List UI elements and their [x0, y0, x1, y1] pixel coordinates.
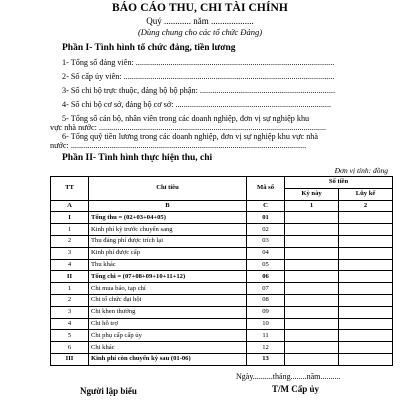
- index-cell: A: [51, 200, 89, 212]
- part2-heading: Phần II- Tình hình thực hiện thu, chi: [62, 153, 213, 163]
- row-luy-ke-cell: [339, 247, 393, 259]
- col-header-kynay: Kỳ này: [285, 188, 339, 200]
- row-code: 01: [247, 212, 285, 224]
- table-row: [51, 330, 393, 342]
- col-header-chitieu: Chỉ tiêu: [89, 177, 247, 201]
- row-ky-nay-cell: [285, 283, 339, 295]
- index-cell: C: [247, 200, 285, 212]
- row-code: 02: [247, 224, 285, 236]
- row-tt: 1: [51, 283, 89, 295]
- row-ky-nay-cell: [285, 306, 339, 318]
- preparer-signature-label: Người lập biểu: [80, 386, 137, 396]
- row-tt: 5: [51, 330, 89, 342]
- row-code: 03: [247, 235, 285, 247]
- row-label: Kinh phí còn chuyển kỳ sau (01-06): [89, 353, 247, 365]
- part1-line: 3- Số chi bộ trực thuộc, đảng bộ bộ phận: ..................................................................: [62, 86, 336, 95]
- row-ky-nay-cell: [285, 353, 339, 365]
- date-line: Ngày..........tháng........năm..........: [236, 372, 341, 381]
- part1-line: nước: ...................................................................................................................: [50, 141, 307, 150]
- row-tt: 3: [51, 247, 89, 259]
- table-row: [51, 283, 393, 295]
- table-row: [51, 294, 393, 306]
- row-luy-ke-cell: [339, 294, 393, 306]
- report-period: Quý ............ năm ...................: [146, 16, 254, 26]
- row-code: 08: [247, 294, 285, 306]
- row-tt: 3: [51, 306, 89, 318]
- table-row: [51, 318, 393, 330]
- row-label: Chi mua báo, tạp chí: [89, 283, 247, 295]
- table-row: [51, 271, 393, 283]
- report-title: BÁO CÁO THU, CHI TÀI CHÍNH: [112, 2, 288, 14]
- part1-heading: Phần I- Tình hình tổ chức đảng, tiền lương: [62, 43, 236, 53]
- finance-table: [50, 176, 393, 366]
- row-tt: II: [51, 271, 89, 283]
- row-label: Chi khen thưởng: [89, 306, 247, 318]
- index-cell: B: [89, 200, 247, 212]
- col-header-maso: Mã số: [247, 177, 285, 201]
- row-code: 07: [247, 283, 285, 295]
- row-ky-nay-cell: [285, 224, 339, 236]
- unit-label: Đơn vị tính: đồng: [334, 166, 388, 175]
- table-row: [51, 247, 393, 259]
- row-label: Chi khác: [89, 342, 247, 354]
- part1-line: 5- Tổng số cán bộ, nhân viên trong các doanh nghiệp, đơn vị sự nghiệp khu: [62, 114, 310, 123]
- committee-signature-label: T/M Cấp ủy: [272, 384, 320, 394]
- part1-line: 2- Số cấp ủy viên: .......................................................................................................: [62, 72, 335, 81]
- row-tt: 4: [51, 259, 89, 271]
- row-ky-nay-cell: [285, 259, 339, 271]
- table-row: [51, 224, 393, 236]
- row-label: Kinh phí kỳ trước chuyển sang: [89, 224, 247, 236]
- row-tt: 6: [51, 342, 89, 354]
- row-code: 09: [247, 306, 285, 318]
- part1-line: 6- Tổng quỹ tiền lương trong các doanh nghiệp, đơn vị sự nghiệp khu vực nhà: [62, 132, 319, 141]
- row-luy-ke-cell: [339, 306, 393, 318]
- index-cell: 2: [339, 200, 393, 212]
- table-row: [51, 212, 393, 224]
- row-luy-ke-cell: [339, 318, 393, 330]
- row-code: 12: [247, 342, 285, 354]
- table-row: [51, 259, 393, 271]
- table-row: [51, 306, 393, 318]
- row-label: Chi tổ chức đại hội: [89, 294, 247, 306]
- part1-line: 1- Tổng số đảng viên: .................................................................................................: [62, 58, 335, 67]
- row-code: 13: [247, 353, 285, 365]
- row-luy-ke-cell: [339, 212, 393, 224]
- row-label: Tổng thu = (02+03+04+05): [89, 212, 247, 224]
- row-code: 04: [247, 247, 285, 259]
- row-code: 06: [247, 271, 285, 283]
- col-header-sotien: Số tiền: [285, 177, 393, 189]
- row-tt: 4: [51, 318, 89, 330]
- report-note: (Dùng chung cho các tổ chức Đảng): [137, 27, 263, 37]
- row-luy-ke-cell: [339, 224, 393, 236]
- row-label: Kinh phí được cấp: [89, 247, 247, 259]
- part1-line: 4- Số chi bộ cơ sở, đảng bộ cơ sở: ............................................................................: [62, 100, 332, 109]
- row-luy-ke-cell: [339, 342, 393, 354]
- row-luy-ke-cell: [339, 235, 393, 247]
- row-luy-ke-cell: [339, 353, 393, 365]
- row-code: 11: [247, 330, 285, 342]
- row-label: Tổng chi = (07+08+09+10+11+12): [89, 271, 247, 283]
- row-ky-nay-cell: [285, 235, 339, 247]
- row-code: 05: [247, 259, 285, 271]
- row-tt: I: [51, 212, 89, 224]
- row-ky-nay-cell: [285, 342, 339, 354]
- row-luy-ke-cell: [339, 271, 393, 283]
- row-ky-nay-cell: [285, 212, 339, 224]
- row-code: 10: [247, 318, 285, 330]
- index-cell: 1: [285, 200, 339, 212]
- table-row: [51, 342, 393, 354]
- part1-line: vực nhà nước: ...............................................................................................................: [50, 123, 327, 132]
- col-header-tt: TT: [51, 177, 89, 201]
- row-luy-ke-cell: [339, 259, 393, 271]
- row-tt: 1: [51, 224, 89, 236]
- row-ky-nay-cell: [285, 271, 339, 283]
- row-label: Chi phụ cấp cấp ủy: [89, 330, 247, 342]
- row-label: Chi hỗ trợ: [89, 318, 247, 330]
- row-tt: III: [51, 353, 89, 365]
- table-row: [51, 235, 393, 247]
- row-label: Thu khác: [89, 259, 247, 271]
- row-tt: 2: [51, 235, 89, 247]
- row-ky-nay-cell: [285, 294, 339, 306]
- row-ky-nay-cell: [285, 247, 339, 259]
- row-ky-nay-cell: [285, 330, 339, 342]
- row-tt: 2: [51, 294, 89, 306]
- col-header-luyke: Lũy kế: [339, 188, 393, 200]
- row-ky-nay-cell: [285, 318, 339, 330]
- row-luy-ke-cell: [339, 330, 393, 342]
- row-label: Thu đảng phí được trích lại: [89, 235, 247, 247]
- table-row: [51, 353, 393, 365]
- row-luy-ke-cell: [339, 283, 393, 295]
